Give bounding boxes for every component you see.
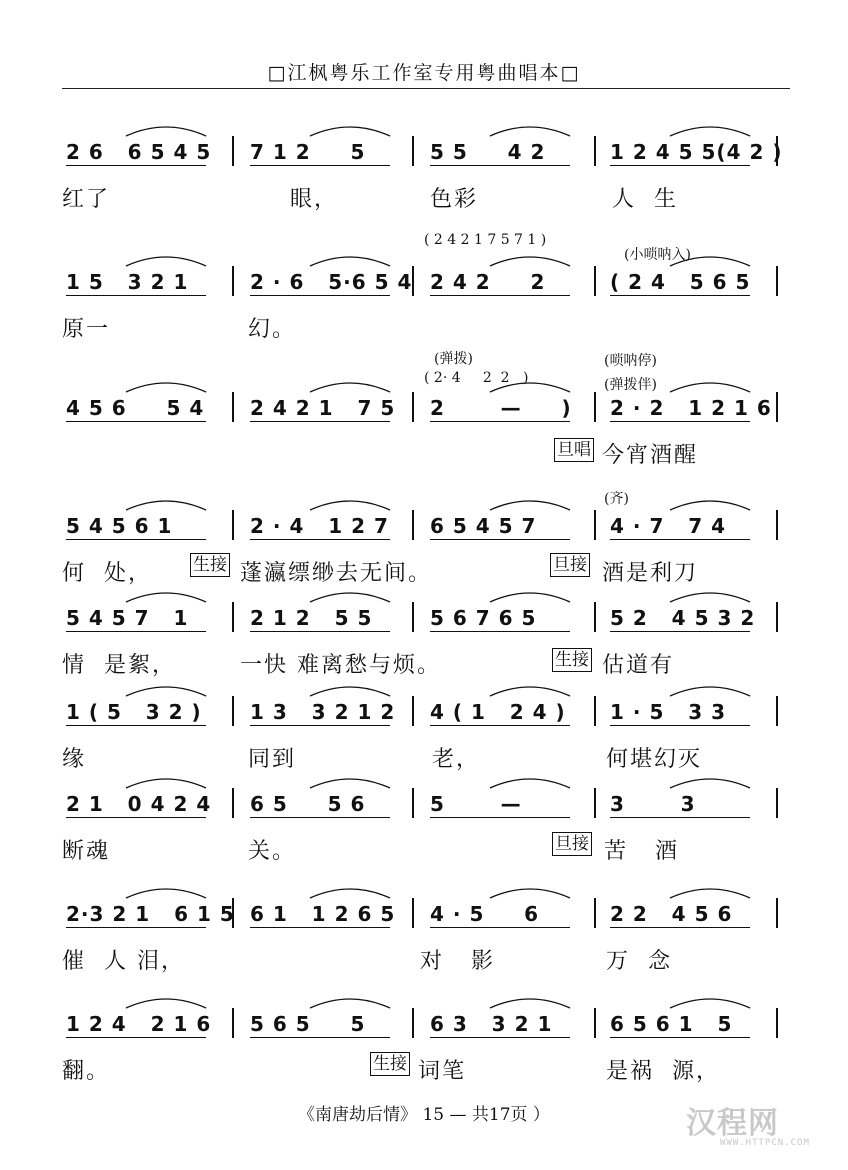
lyric-text: 对 影	[420, 949, 495, 974]
slur-arc	[310, 593, 390, 602]
lyric-text: 翻。	[62, 1059, 111, 1084]
measure-notes: 5 6 7 6 5	[430, 606, 537, 630]
measure-notes: 2 4 2 1 7 5	[250, 396, 396, 420]
measure-notes: 5 4 5 7 1	[66, 606, 189, 630]
role-marker-box: 旦唱	[554, 438, 594, 462]
slur-arc	[670, 257, 750, 266]
lyric-text: 词笔	[418, 1059, 467, 1084]
measure-notes: 6 5 6 1 5	[610, 1012, 733, 1036]
performance-annotation: (弹拨伴)	[604, 377, 657, 393]
lyric-text: 断魂	[62, 839, 111, 864]
slur-arc	[490, 687, 570, 696]
measure-notes: ( 2 4 5 6 5	[610, 270, 751, 294]
slur-arc	[670, 779, 750, 788]
lyric-text: 酒是利刀	[602, 561, 699, 586]
slur-arc	[490, 779, 570, 788]
measure-notes: 1 2 4 2 1 6	[66, 1012, 212, 1036]
slur-arc	[310, 501, 390, 510]
lyric-text: 老，	[432, 747, 481, 772]
measure-notes: 2 6 6 5 4 5	[66, 140, 212, 164]
slur-arc	[670, 687, 750, 696]
slur-arc	[490, 889, 570, 898]
lyric-text: 幻。	[248, 317, 297, 342]
slur-arc	[310, 687, 390, 696]
lyric-text: 原一	[62, 317, 111, 342]
role-marker-box: 生接	[552, 648, 592, 672]
lyric-text: 情 是絮，	[62, 653, 176, 678]
slur-arc	[310, 127, 390, 136]
measure-notes: 1 5 3 2 1	[66, 270, 189, 294]
slur-arc	[670, 593, 750, 602]
measure-notes: 7 1 2 5	[250, 140, 366, 164]
measure-notes: 1 2 4 5 5(4 2 )	[610, 140, 783, 164]
slur-arc	[670, 999, 750, 1008]
slur-arc	[490, 999, 570, 1008]
slur-arc	[126, 593, 206, 602]
measure-notes: 5 —	[430, 792, 522, 816]
slur-arc	[126, 383, 206, 392]
lyric-text: 估道有	[602, 653, 675, 678]
slur-arc	[126, 687, 206, 696]
watermark-url: WWW.HTTPCN.COM	[720, 1138, 810, 1148]
page-header: □江枫粤乐工作室专用粤曲唱本□	[267, 62, 581, 84]
measure-notes: 5 4 5 6 1	[66, 514, 173, 538]
lyric-text: 缘	[62, 747, 87, 772]
lyric-text: 今宵酒醒	[602, 443, 699, 468]
measure-notes: 2 4 2 2	[430, 270, 546, 294]
slur-arc	[310, 779, 390, 788]
slur-arc	[126, 257, 206, 266]
measure-notes: 2 · 6 5·6 5 4	[250, 270, 413, 294]
measure-notes: 2 1 2 5 5	[250, 606, 373, 630]
measure-notes: 4 ( 1 2 4 )	[430, 700, 566, 724]
slur-arc	[490, 593, 570, 602]
lyric-text: 万 念	[606, 949, 672, 974]
slur-arc	[126, 999, 206, 1008]
measure-notes: 1 ( 5 3 2 )	[66, 700, 202, 724]
slur-arc	[126, 779, 206, 788]
slur-arc	[670, 127, 750, 136]
measure-notes: 1 · 5 3 3	[610, 700, 727, 724]
measure-notes: 6 3 3 2 1	[430, 1012, 553, 1036]
slur-arc	[126, 127, 206, 136]
measure-notes: 2 2 4 5 6	[610, 902, 733, 926]
measure-notes: 2·3 2 1 6 1 5	[66, 902, 235, 926]
performance-annotation: ( 2 4 2 1 7 5 7 1 )	[424, 232, 547, 248]
measure-notes: 2 — )	[430, 396, 572, 420]
performance-annotation: (弹拨)	[434, 351, 473, 367]
slur-arc	[310, 889, 390, 898]
role-marker-box: 生接	[370, 1052, 410, 1076]
slur-arc	[310, 999, 390, 1008]
watermark-logo: 汉程网	[686, 1106, 779, 1141]
measure-notes: 1 3 3 2 1 2	[250, 700, 396, 724]
lyric-text: 蓬瀛缥缈去无间。	[240, 561, 433, 586]
measure-notes: 2 · 2 1 2 1 6	[610, 396, 772, 420]
performance-annotation: (唢呐停)	[604, 353, 657, 369]
slur-arc	[310, 257, 390, 266]
measure-notes: 4 · 7 7 4	[610, 514, 727, 538]
slur-arc	[490, 383, 570, 392]
page-footer: 《南唐劫后情》 15 — 共17页 ）	[298, 1105, 550, 1125]
performance-annotation: (小唢呐入)	[624, 247, 691, 263]
slur-arc	[490, 501, 570, 510]
slur-arc	[310, 383, 390, 392]
measure-notes: 5 2 4 5 3 2	[610, 606, 756, 630]
measure-notes: 2 · 4 1 2 7	[250, 514, 389, 538]
slur-arc	[670, 383, 750, 392]
measure-notes: 2 1 0 4 2 4	[66, 792, 212, 816]
lyric-text: 是祸 源，	[606, 1059, 720, 1084]
measure-notes: 6 1 1 2 6 5	[250, 902, 396, 926]
slur-arc	[670, 501, 750, 510]
performance-annotation: (齐)	[604, 491, 629, 507]
slur-arc	[490, 127, 570, 136]
measure-notes: 4 5 6 5 4	[66, 396, 205, 420]
lyric-text: 红了	[62, 187, 111, 212]
measure-notes: 3 3	[610, 792, 696, 816]
slur-arc	[126, 501, 206, 510]
lyric-text: 何 处，	[62, 561, 152, 586]
performance-annotation: ( 2· 4 2 2 )	[424, 370, 529, 386]
measure-notes: 4 · 5 6	[430, 902, 540, 926]
lyric-text: 催 人 泪，	[62, 949, 185, 974]
lyric-text: 何堪幻灭	[606, 747, 703, 772]
role-marker-box: 旦接	[550, 553, 590, 577]
measure-notes: 6 5 5 6	[250, 792, 366, 816]
lyric-text: 一快 难离愁与烦。	[240, 653, 441, 678]
measure-notes: 6 5 4 5 7	[430, 514, 537, 538]
role-marker-box: 生接	[190, 553, 230, 577]
slur-arc	[126, 889, 206, 898]
lyric-text: 关。	[248, 839, 297, 864]
measure-notes: 5 6 5 5	[250, 1012, 366, 1036]
lyric-text: 人 生	[612, 187, 678, 212]
lyric-text: 苦 酒	[604, 839, 679, 864]
slur-arc	[670, 889, 750, 898]
lyric-text: 同到	[248, 747, 297, 772]
measure-notes: 5 5 4 2	[430, 140, 546, 164]
lyric-text: 色彩	[430, 187, 479, 212]
slur-arc	[490, 257, 570, 266]
role-marker-box: 旦接	[552, 832, 592, 856]
lyric-text: 眼，	[290, 187, 339, 212]
